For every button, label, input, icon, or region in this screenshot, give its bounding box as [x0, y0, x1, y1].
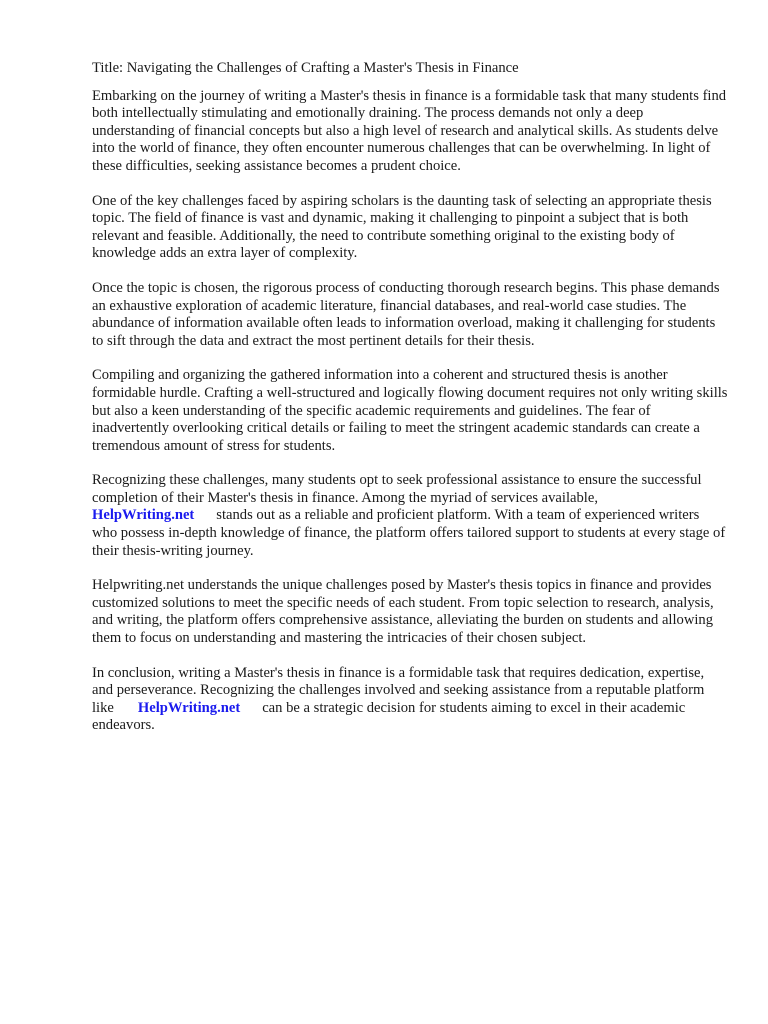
- paragraph-topic-selection: One of the key challenges faced by aspiring scholars is the daunting task of selecting an appropriate thesis topic. The field of finance is vast and dynamic, making it challenging to pinpoint a subject that is both relevant and feasible. Additionally, the need to contribute something original to the existing body of knowledge adds an extra layer of complexity.: [92, 192, 712, 262]
- paragraph-organizing: Compiling and organizing the gathered information into a coherent and structured thesis is another formidable hurdle. Crafting a well-structured and logically flowing document requires not only writing skills but also a keen understanding of the specific academic requirements and guidelines. The fear of inadvertently overlooking critical details or failing to meet the stringent academic standards can create a tremendous amount of stress for students.: [92, 367, 728, 454]
- paragraph-research: Once the topic is chosen, the rigorous process of conducting thorough research begins. This phase demands an exhaustive exploration of academic literature, financial databases, and real-world case studies. The abundance of information available often leads to information overload, making it challenging for students to sift through the data and extract the most pertinent details for their thesis.: [92, 279, 720, 349]
- paragraph-conclusion-text-before: In conclusion, writing a Master's thesis in finance is a formidable task that requires dedication, expertise, and perseverance. Recognizing the challenges involved and seeking assistance from a reputable platform like: [92, 664, 705, 716]
- helpwriting-link[interactable]: HelpWriting.net: [92, 507, 195, 524]
- paragraph-helpwriting: Helpwriting.net understands the unique challenges posed by Master's thesis topics in finance and provides customized solutions to meet the specific needs of each student. From topic selection to research, analysis, and writing, the platform offers comprehensive assistance, alleviating the burden on students and allowing them to focus on understanding and mastering the intricacies of their chosen subject.: [92, 577, 714, 647]
- paragraph-intro: Embarking on the journey of writing a Master's thesis in finance is a formidable task that many students find both intellectually stimulating and emotionally draining. The process demands not only a deep understanding of financial concepts but also a high level of research and analytical skills. As students delve into the world of finance, they often encounter numerous challenges that can be overwhelming. In light of these difficulties, seeking assistance becomes a prudent choice.: [92, 87, 727, 174]
- helpwriting-link-conclusion[interactable]: HelpWriting.net: [137, 699, 241, 716]
- paragraph-conclusion: [92, 665, 728, 735]
- paragraph-conclusion-text-after: can be a strategic decision for students aiming to excel in their academic endeavors.: [92, 699, 686, 734]
- document-body: [92, 60, 728, 752]
- paragraph-assistance-text-after: stands out as a reliable and proficient platform. With a team of experienced writers who possess in-depth knowledge of finance, the platform offers tailored support to students at every stage of their thesis-writing journey.: [92, 507, 726, 559]
- paragraph-assistance: [92, 472, 728, 560]
- document-title: Title: Navigating the Challenges of Crafting a Master's Thesis in Finance: [92, 60, 519, 76]
- paragraph-assistance-text-before: Recognizing these challenges, many students opt to seek professional assistance to ensure the successful completion of their Master's thesis in finance. Among the myriad of services available,: [92, 472, 702, 506]
